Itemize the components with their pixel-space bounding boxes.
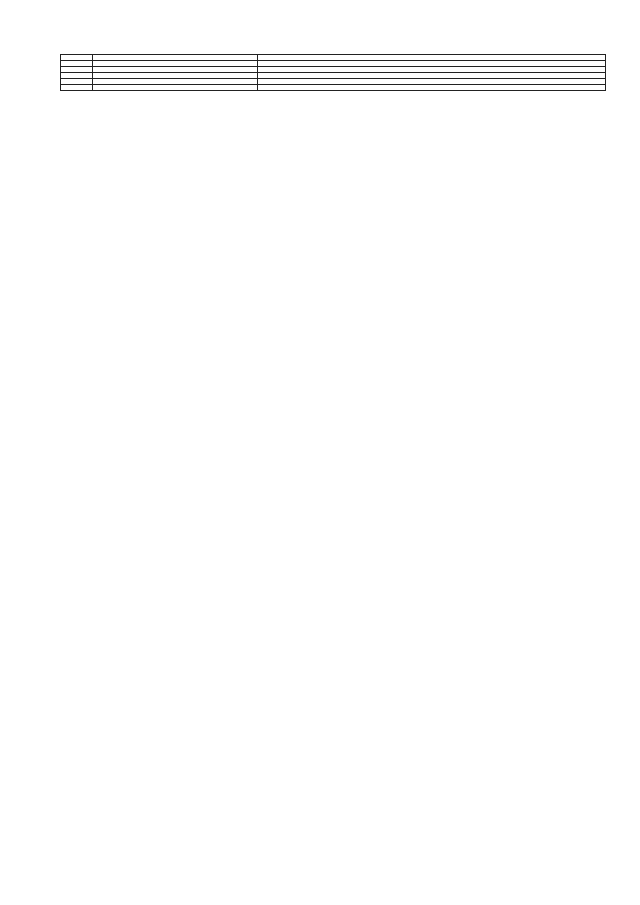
row-content (258, 85, 606, 91)
row-number (61, 85, 93, 91)
row-title (93, 85, 258, 91)
table-row (61, 85, 606, 91)
requirements-table (60, 54, 606, 91)
